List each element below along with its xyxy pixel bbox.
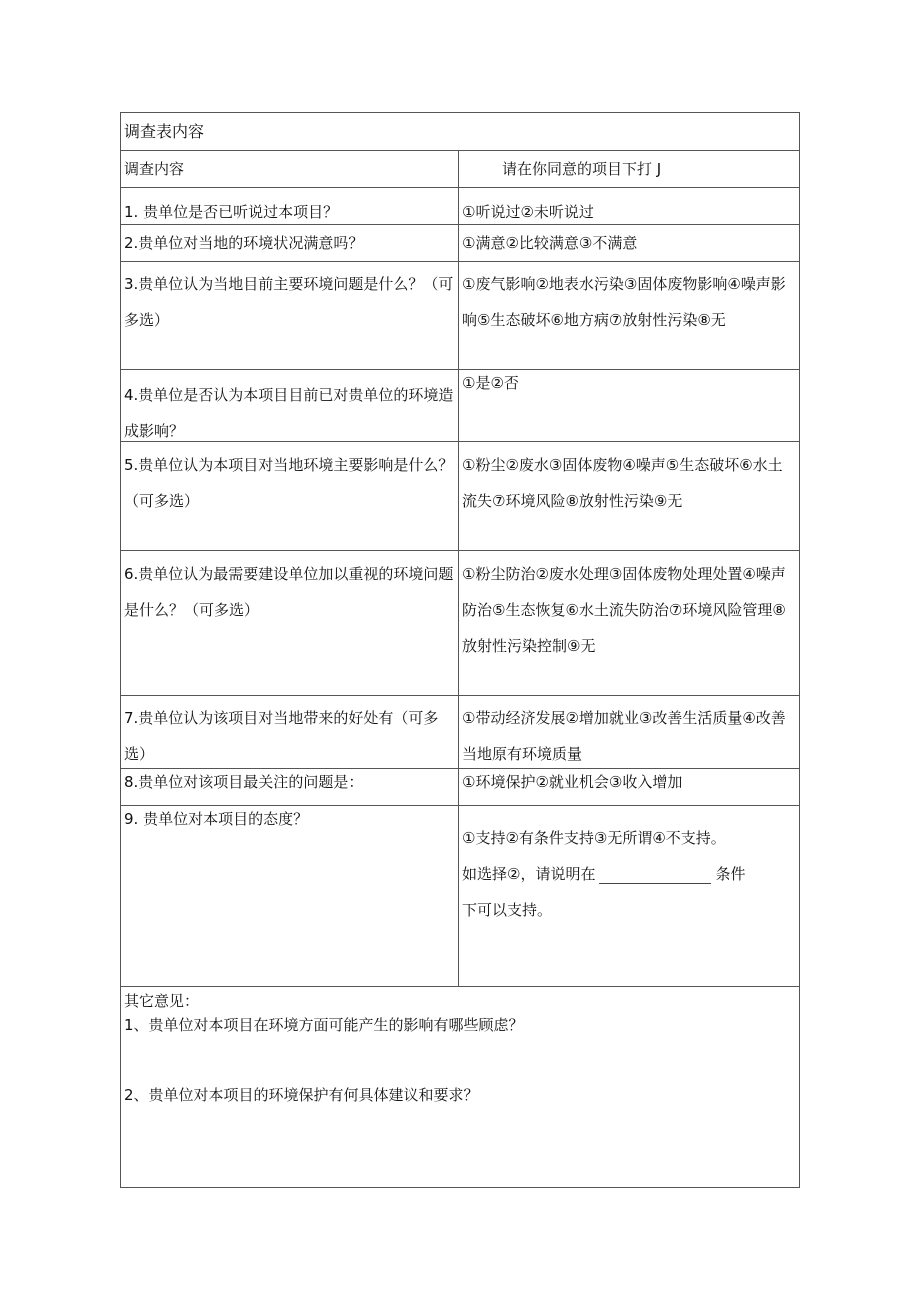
condition-blank-field[interactable] [599, 865, 711, 884]
header-content: 调查内容 [124, 160, 185, 178]
answer-3: ①废气影响②地表水污染③固体废物影响④噪声影响⑤生态破坏⑥地方病⑦放射性污染⑧无 [462, 275, 786, 329]
answer-6: ①粉尘防治②废水处理③固体废物处理处置④噪声防治⑤生态恢复⑥水土流失防治⑦环境风险管理⑧放射性污染控制⑨无 [462, 565, 786, 655]
table-row [121, 806, 799, 987]
answer-4: ①是②否 [462, 374, 519, 392]
header-instruction: 请在你同意的项目下打 J [502, 160, 662, 178]
question-1: 1. 贵单位是否已听说过本项目？ [124, 203, 339, 221]
table-row [121, 551, 799, 696]
question-2: 2.贵单位对当地的环境状况满意吗？ [124, 234, 364, 252]
question-9: 9. 贵单位对本项目的态度？ [124, 810, 309, 828]
table-row [121, 188, 799, 225]
answer-7: ①带动经济发展②增加就业③改善生活质量④改善当地原有环境质量 [462, 709, 786, 763]
survey-table [120, 112, 800, 1188]
others-row [121, 987, 799, 1187]
question-6: 6.贵单位认为最需要建设单位加以重视的环境问题是什么？（可多选） [124, 565, 454, 619]
table-row [121, 442, 799, 551]
question-5: 5.贵单位认为本项目对当地环境主要影响是什么？（可多选） [124, 456, 454, 510]
table-row [121, 225, 799, 262]
others-item-2: 2、贵单位对本项目的环境保护有何具体建议和要求？ [124, 1086, 479, 1104]
table-title: 调查表内容 [124, 122, 205, 141]
table-row [121, 696, 799, 769]
answer-9: ①支持②有条件支持③无所谓④不支持。 [462, 829, 726, 847]
answer-8: ①环境保护②就业机会③收入增加 [462, 773, 683, 791]
table-row [121, 370, 799, 442]
answer-9-condition-line [462, 856, 797, 892]
question-3: 3.贵单位认为当地目前主要环境问题是什么？（可多选） [124, 275, 454, 329]
answer-5: ①粉尘②废水③固体废物④噪声⑤生态破坏⑥水土流失⑦环境风险⑧放射性污染⑨无 [462, 456, 783, 510]
answer-9-support-text: 下可以支持。 [462, 901, 553, 919]
others-item-1: 1、贵单位对本项目在环境方面可能产生的影响有哪些顾虑？ [124, 1016, 524, 1034]
question-4: 4.贵单位是否认为本项目目前已对贵单位的环境造成影响？ [124, 386, 454, 440]
answer-9-condition-suffix: 条件 [715, 865, 746, 883]
answer-9-condition-prefix: 如选择②，请说明在 [462, 865, 596, 883]
answer-1: ①听说过②未听说过 [462, 203, 594, 221]
answer-2: ①满意②比较满意③不满意 [462, 234, 638, 252]
question-8: 8.贵单位对该项目最关注的问题是： [124, 773, 364, 791]
table-row [121, 262, 799, 370]
table-row [121, 769, 799, 806]
question-7: 7.贵单位认为该项目对当地带来的好处有（可多选） [124, 709, 439, 763]
others-answer-space-1 [124, 1037, 797, 1083]
table-header-row [121, 151, 799, 188]
others-title: 其它意见： [124, 992, 200, 1010]
table-title-row [121, 113, 799, 151]
